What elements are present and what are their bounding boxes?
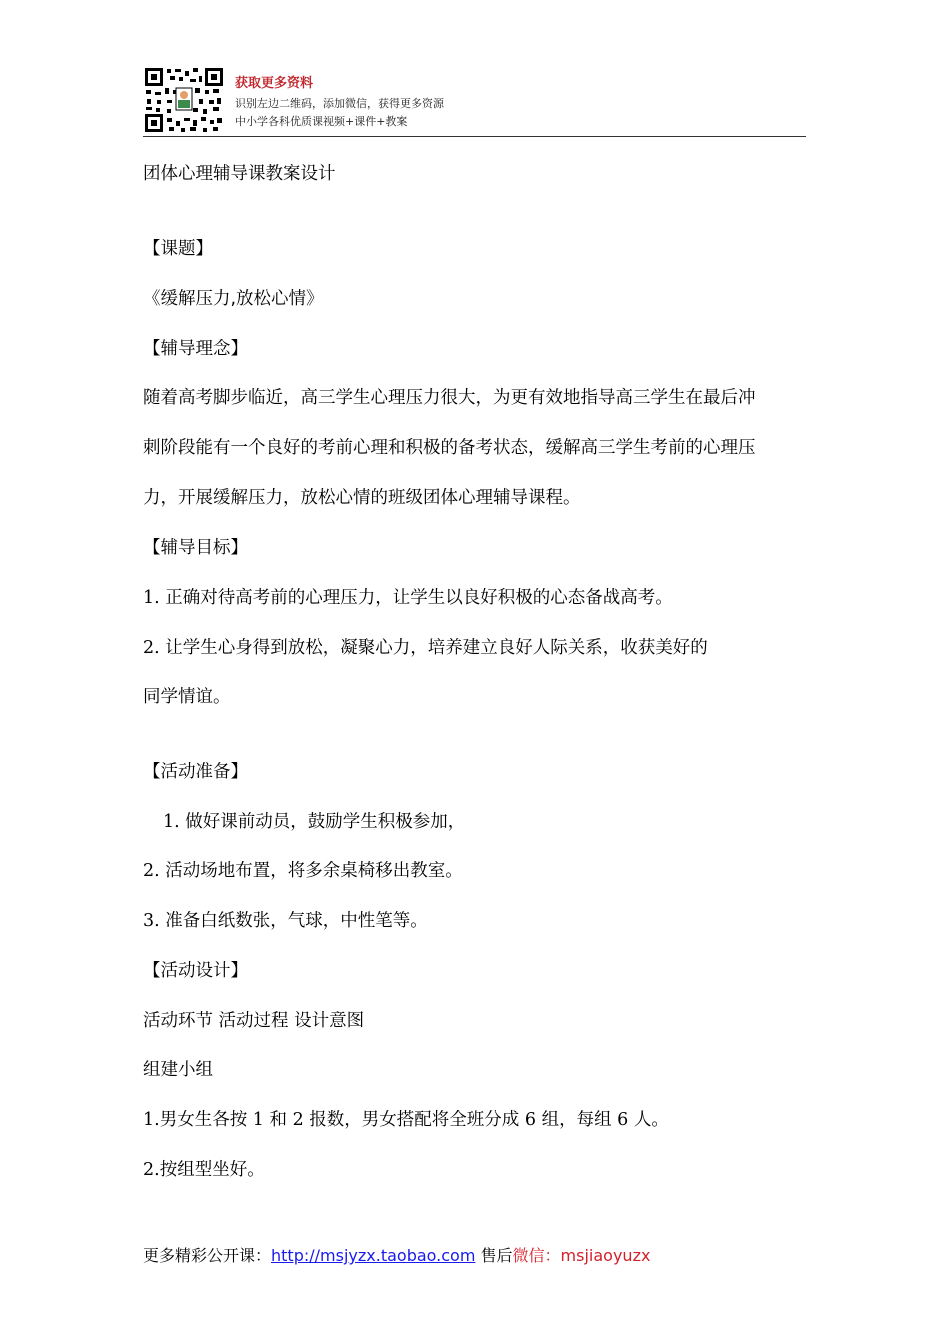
goal-continuation: 同学情谊。: [143, 687, 231, 707]
prep-text: 做好课前动员，鼓励学生积极参加，: [185, 812, 466, 832]
prep-text: 准备白纸数张，气球，中性笔等。: [165, 911, 428, 931]
prep-number: 1.: [163, 812, 180, 832]
qr-code-icon[interactable]: [143, 66, 225, 134]
group-number: 1.: [143, 1110, 160, 1130]
goal-text: 让学生心身得到放松，凝聚心力，培养建立良好人际关系，收获美好的: [165, 638, 708, 658]
group-value: 1: [252, 1110, 264, 1130]
group-item: [143, 1159, 265, 1181]
prep-item: [143, 860, 463, 882]
goal-text: 正确对待高考前的心理压力，让学生以良好积极的心态备战高考。: [165, 588, 673, 608]
design-heading: 【活动设计】: [143, 961, 248, 981]
group-value: 2: [292, 1110, 304, 1130]
design-columns: 活动环节 活动过程 设计意图: [143, 1011, 365, 1031]
group-text: 人。: [633, 1110, 669, 1130]
group-text: 报数，男女搭配将全班分成: [309, 1110, 520, 1130]
group-text: 和: [269, 1110, 287, 1130]
prep-heading: 【活动准备】: [143, 762, 248, 782]
concept-heading: 【辅导理念】: [143, 339, 248, 359]
header-resources: 中小学各科优质课视频+课件+教案: [235, 115, 408, 128]
topic-text: 《缓解压力,放松心情》: [143, 289, 324, 309]
group-text: 男女生各按: [159, 1110, 248, 1130]
goal-number: 2.: [143, 638, 160, 658]
group-number: 2.: [143, 1160, 160, 1180]
footer-after-sale: 售后: [480, 1246, 513, 1265]
group-item: [143, 1109, 669, 1131]
group-text: 组，每组: [541, 1110, 612, 1130]
concept-line: 力，开展缓解压力，放松心情的班级团体心理辅导课程。: [143, 488, 581, 508]
group-text: 按组型坐好。: [159, 1160, 265, 1180]
prep-text: 活动场地布置，将多余桌椅移出教室。: [165, 861, 463, 881]
prep-item: [163, 811, 465, 833]
document-title: 团体心理辅导课教案设计: [143, 164, 336, 184]
goal-number: 1.: [143, 588, 160, 608]
header-title: 获取更多资料: [235, 76, 314, 91]
prep-number: 2.: [143, 861, 160, 881]
goal-heading: 【辅导目标】: [143, 538, 248, 558]
concept-line: 刺阶段能有一个良好的考前心理和积极的备考状态，缓解高三学生考前的心理压: [143, 438, 756, 458]
group-value: 6: [524, 1110, 537, 1130]
topic-heading: 【课题】: [143, 239, 213, 259]
footer-label: 更多精彩公开课：: [143, 1246, 272, 1265]
footer-wechat-id: msjiaoyuzx: [560, 1246, 651, 1265]
prep-item: [143, 910, 428, 932]
page-footer: [143, 1243, 650, 1266]
prep-number: 3.: [143, 911, 160, 931]
footer-link[interactable]: http://msjyzx.taobao.com: [271, 1246, 476, 1265]
concept-line: 随着高考脚步临近，高三学生心理压力很大，为更有效地指导高三学生在最后冲: [143, 388, 756, 408]
header-instruction: 识别左边二维码，添加微信，获得更多资源: [235, 97, 444, 110]
goal-item: [143, 637, 708, 659]
goal-item: [143, 587, 673, 609]
group-value: 6: [617, 1110, 629, 1130]
footer-wechat-label: 微信：: [512, 1246, 561, 1265]
page-header: [143, 64, 806, 137]
group-heading: 组建小组: [143, 1060, 213, 1080]
